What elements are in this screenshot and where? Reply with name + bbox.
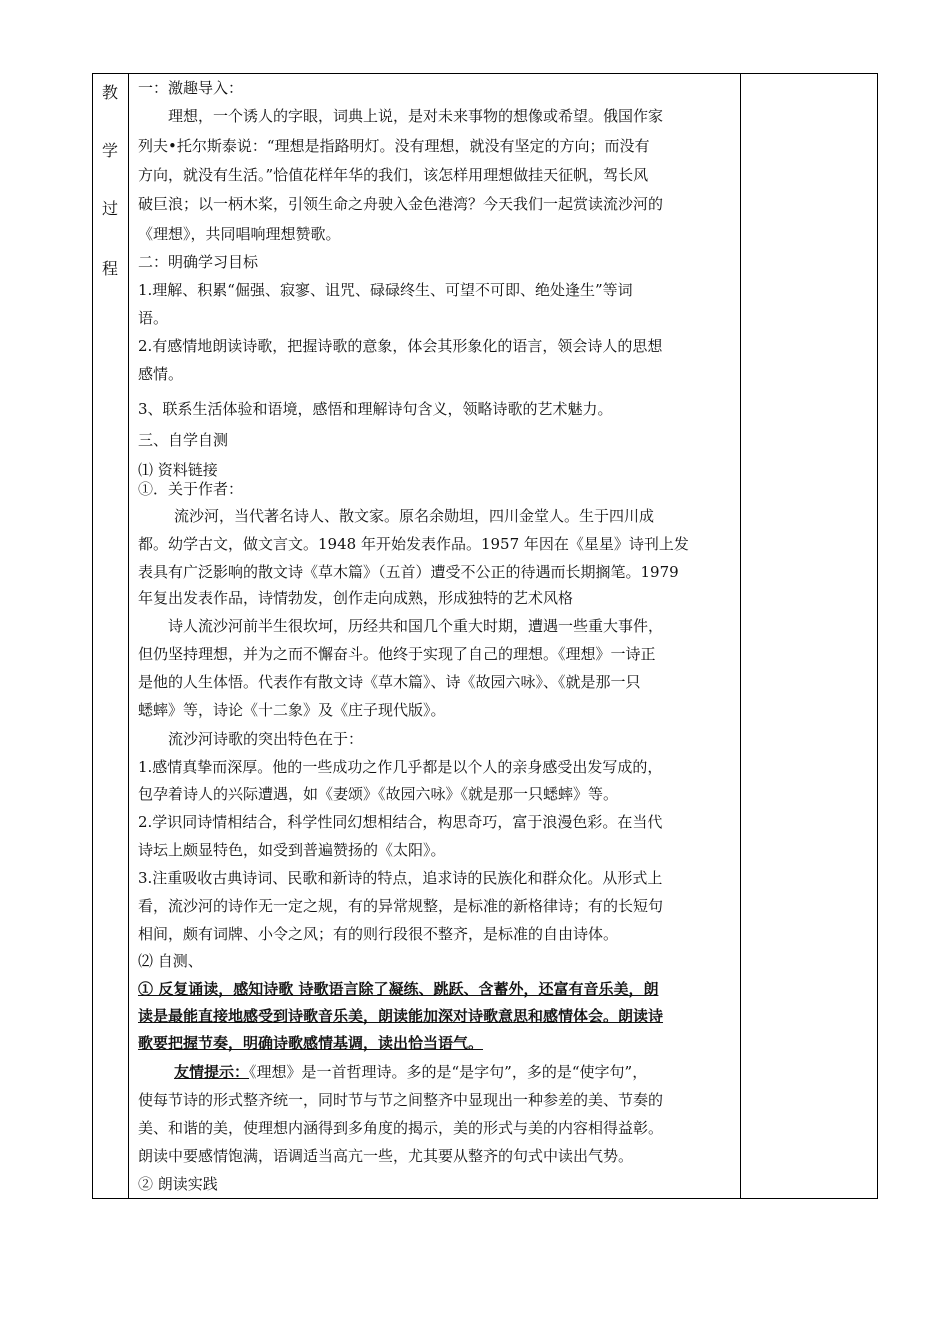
text-line: 相间，颇有词牌、小令之风；有的则行段很不整齐，是标准的自由诗体。 bbox=[138, 925, 619, 943]
tip-text: 《理想》是一首哲理诗。多的是“是字句”，多的是“使字句”， bbox=[249, 1063, 648, 1081]
text-line: ② 朗读实践 bbox=[138, 1175, 218, 1193]
notes-column bbox=[740, 74, 877, 1198]
text-line: 是他的人生体悟。代表作有散文诗《草木篇》、诗《故园六咏》、《就是那一只 bbox=[138, 673, 641, 691]
text-line: 语。 bbox=[138, 309, 169, 327]
text-line: 《理想》，共同唱响理想赞歌。 bbox=[138, 225, 341, 243]
text-line: ⑵ 自测、 bbox=[138, 952, 203, 970]
tip-line bbox=[174, 1062, 647, 1082]
text-line: 使每节诗的形式整齐统一，同时节与节之间整齐中显现出一种参差的美、节奏的 bbox=[138, 1091, 664, 1109]
text-line: 2.有感情地朗读诗歌，把握诗歌的意象，体会其形象化的语言，领会诗人的思想 bbox=[138, 337, 663, 355]
text-line: 理想，一个诱人的字眼，词典上说，是对未来事物的想像或希望。俄国作家 bbox=[168, 107, 664, 125]
text-line: 3.注重吸收古典诗词、民歌和新诗的特点，追求诗的民族化和群众化。从形式上 bbox=[138, 869, 663, 887]
text-line: 方向，就没有生活。”恰值花样年华的我们，该怎样用理想做挂天征帆，驾长风 bbox=[138, 166, 649, 184]
heading-self-study: 三、自学自测 bbox=[138, 431, 229, 449]
bold-underlined-line: 读是最能直接地感受到诗歌音乐美，朗读能加深对诗歌意思和感情体会。朗读诗 bbox=[138, 1007, 664, 1025]
text-line: 流沙河，当代著名诗人、散文家。原名余勋坦，四川金堂人。生于四川成 bbox=[174, 507, 655, 525]
text-line: 朗读中要感情饱满，语调适当高亢一些，尤其要从整齐的句式中读出气势。 bbox=[138, 1147, 634, 1165]
text-line: 表具有广泛影响的散文诗《草木篇》（五首）遭受不公正的待遇而长期搁笔。1979 bbox=[138, 563, 679, 581]
section-label-column bbox=[93, 74, 129, 1198]
text-line: 年复出发表作品，诗情勃发，创作走向成熟，形成独特的艺术风格 bbox=[138, 589, 574, 607]
lesson-table bbox=[92, 73, 878, 1199]
text-line: 列夫•托尔斯泰说：“理想是指路明灯。没有理想，就没有坚定的方向；而没有 bbox=[138, 137, 650, 155]
text-line: 但仍坚持理想，并为之而不懈奋斗。他终于实现了自己的理想。《理想》一诗正 bbox=[138, 645, 656, 663]
section-label-char: 学 bbox=[101, 141, 118, 160]
text-line: 1.感情真挚而深厚。他的一些成功之作几乎都是以个人的亲身感受出发写成的， bbox=[138, 758, 663, 776]
text-line: 美、和谐的美，使理想内涵得到多角度的揭示，美的形式与美的内容相得益彰。 bbox=[138, 1119, 664, 1137]
section-label-char: 教 bbox=[101, 83, 118, 102]
text-line: 蟋蟀》等，诗论《十二象》及《庄子现代版》。 bbox=[138, 701, 446, 719]
text-line: 1.理解、积累“倔强、寂寥、诅咒、碌碌终生、可望不可即、绝处逢生”等词 bbox=[138, 281, 633, 299]
text-line: 破巨浪；以一柄木桨，引领生命之舟驶入金色港湾？今天我们一起赏读流沙河的 bbox=[138, 195, 664, 213]
section-label-char: 程 bbox=[101, 259, 118, 278]
text-line: 诗人流沙河前半生很坎坷，历经共和国几个重大时期，遭遇一些重大事件， bbox=[168, 617, 664, 635]
text-line: 流沙河诗歌的突出特色在于： bbox=[168, 730, 364, 748]
text-line: 诗坛上颇显特色，如受到普遍赞扬的《太阳》。 bbox=[138, 841, 446, 859]
heading-objectives: 二：明确学习目标 bbox=[138, 253, 259, 271]
bold-underlined-line: 歌要把握节奏，明确诗歌感情基调，读出恰当语气。 bbox=[138, 1034, 484, 1052]
text-line: 看，流沙河的诗作无一定之规，有的异常规整，是标准的新格律诗；有的长短句 bbox=[138, 897, 664, 915]
section-label-char: 过 bbox=[101, 199, 118, 218]
text-line: 3、联系生活体验和语境，感悟和理解诗句含义，领略诗歌的艺术魅力。 bbox=[138, 400, 613, 418]
text-line: 2.学识同诗情相结合，科学性同幻想相结合，构思奇巧，富于浪漫色彩。在当代 bbox=[138, 813, 663, 831]
text-line: ①．关于作者： bbox=[138, 480, 244, 498]
tip-label: 友情提示： bbox=[174, 1063, 250, 1081]
text-line: 都。幼学古文，做文言文。1948 年开始发表作品。1957 年因在《星星》诗刊上发 bbox=[138, 535, 689, 553]
text-line: ⑴ 资料链接 bbox=[138, 461, 218, 479]
text-line: 包孕着诗人的兴际遭遇，如《妻颂》《故园六咏》《就是那一只蟋蟀》等。 bbox=[138, 785, 619, 803]
bold-underlined-line: ① 反复诵读，感知诗歌 诗歌语言除了凝练、跳跃、含蓄外，还富有音乐美，朗 bbox=[138, 980, 659, 998]
heading-intro: 一：激趣导入： bbox=[138, 79, 244, 97]
text-line: 感情。 bbox=[138, 365, 184, 383]
